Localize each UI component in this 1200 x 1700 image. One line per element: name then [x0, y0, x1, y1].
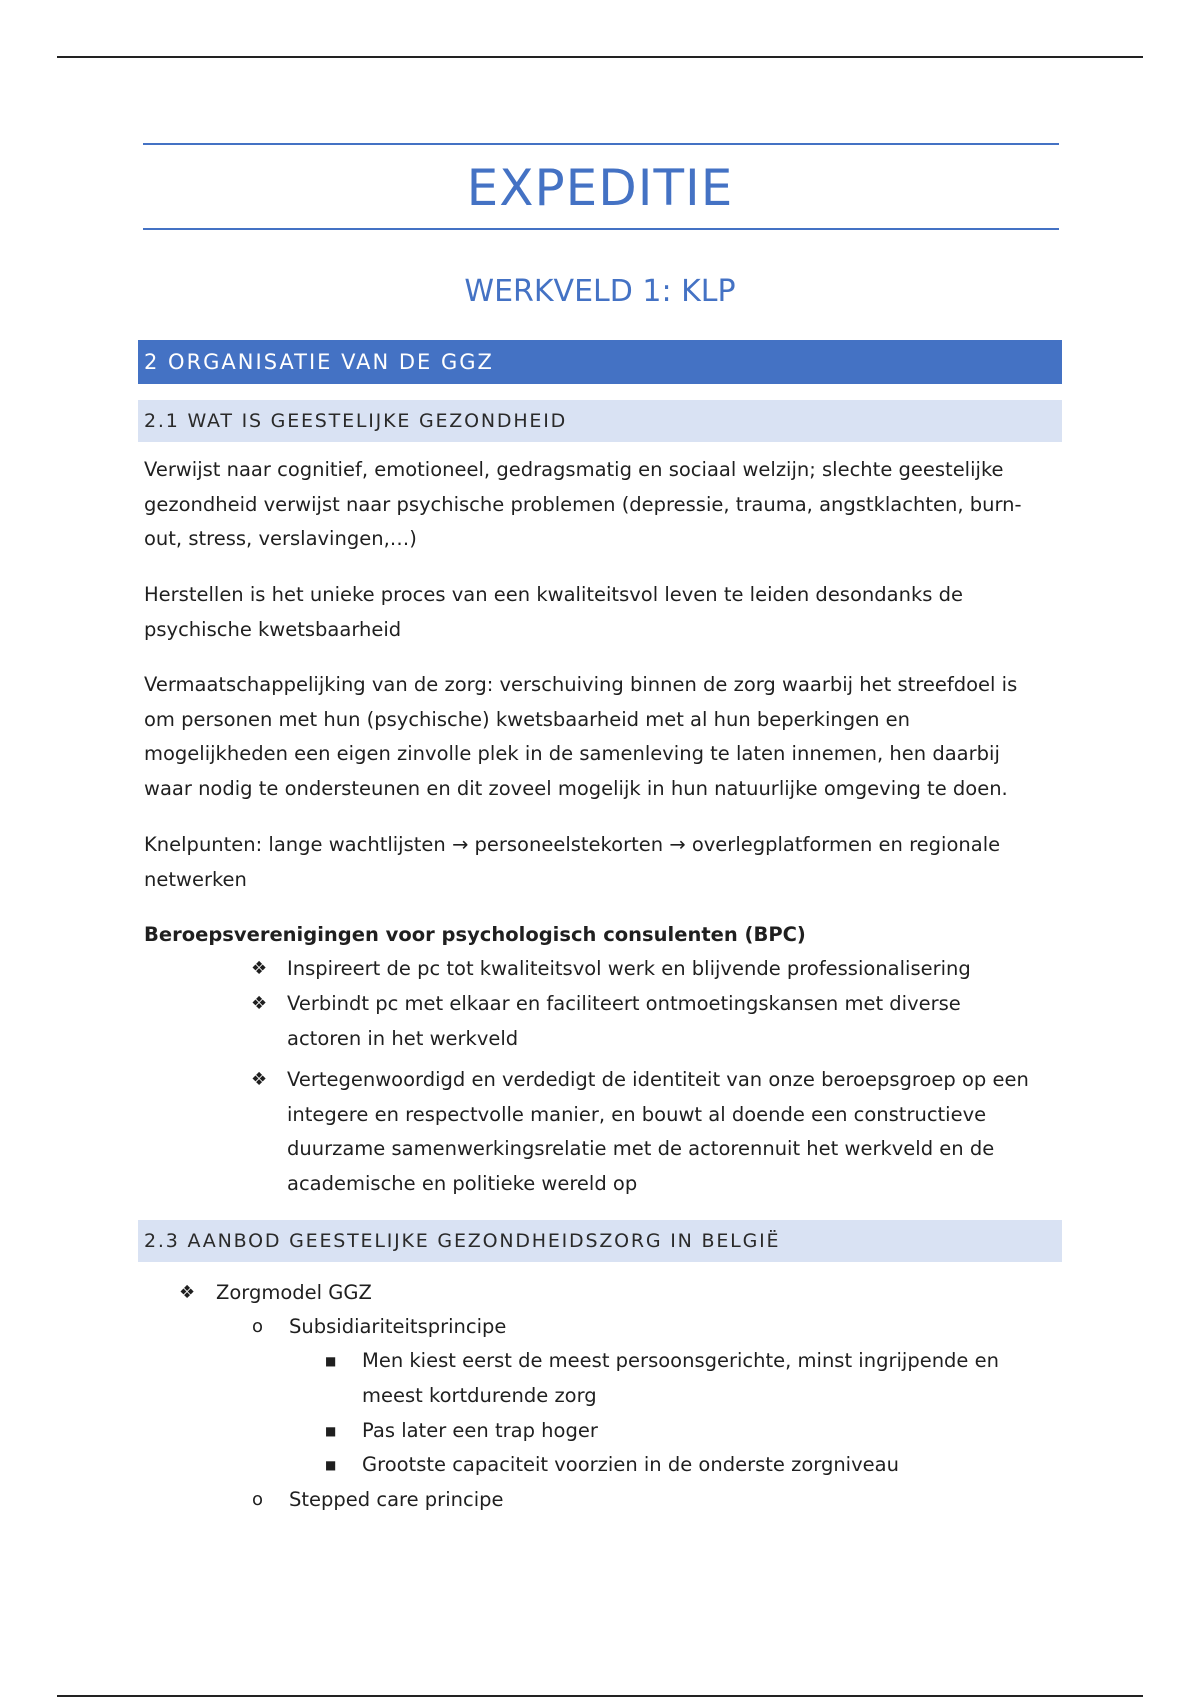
- subsidiariteit-item: Subsidiariteitsprincipe: [289, 1315, 507, 1338]
- circle-bullet-icon: o: [252, 1316, 264, 1337]
- page-top-rule: [57, 56, 1143, 58]
- section-heading: 2 ORGANISATIE VAN DE GGZ: [138, 340, 1062, 384]
- paragraph-definition: Verwijst naar cognitief, emotioneel, gedragsmatig en sociaal welzijn; slechte geestelijke gezondheid verwijst naar psychische problemen (depressie, trauma, angstklachten, burn-out, stress, verslavingen,…): [144, 458, 1022, 550]
- square-bullet-icon: ■: [325, 1458, 337, 1472]
- title-top-rule: [143, 143, 1059, 145]
- page-bottom-rule: [57, 1695, 1143, 1697]
- stepped-care-item: Stepped care principe: [289, 1488, 504, 1511]
- subsidiariteit-subitem: Men kiest eerst de meest persoonsgerichte, minst ingrijpende en meest kortdurende zorg: [362, 1349, 999, 1407]
- square-bullet-icon: ■: [325, 1354, 337, 1368]
- square-bullet-icon: ■: [325, 1424, 337, 1438]
- title-bottom-rule: [143, 228, 1059, 230]
- diamond-bullet-icon: ❖: [179, 1282, 196, 1303]
- document-subtitle: WERKVELD 1: KLP: [464, 274, 736, 309]
- bpc-item: Vertegenwoordigd en verdedigt de identiteit van onze beroepsgroep op een integere en respectvolle manier, en bouwt al doende een constructieve duurzame samenwerkingsrelatie met de actorennuit het werkveld en de academische en politieke wereld op: [287, 1068, 1029, 1195]
- subsidiariteit-subitem: Pas later een trap hoger: [362, 1419, 598, 1442]
- paragraph-vermaatschappelijking: Vermaatschappelijking van de zorg: verschuiving binnen de zorg waarbij het streefdoel is om personen met hun (psychische) kwetsbaarheid met al hun beperkingen en mogelijkheden een eigen zinvolle plek in de samenleving te laten innemen, hen daarbij waar nodig te ondersteunen en dit zoveel mogelijk in hun natuurlijke omgeving te doen.: [144, 673, 1018, 800]
- paragraph-knelpunten: Knelpunten: lange wachtlijsten → personeelstekorten → overlegplatformen en regionale netwerken: [144, 833, 1001, 891]
- bpc-heading: Beroepsverenigingen voor psychologisch consulenten (BPC): [144, 923, 806, 946]
- diamond-bullet-icon: ❖: [251, 958, 268, 979]
- diamond-bullet-icon: ❖: [251, 993, 268, 1014]
- subsidiariteit-subitem: Grootste capaciteit voorzien in de onderste zorgniveau: [362, 1453, 899, 1476]
- bpc-item: Inspireert de pc tot kwaliteitsvol werk en blijvende professionalisering: [287, 957, 971, 980]
- subsection-heading-2-1: 2.1 WAT IS GEESTELIJKE GEZONDHEID: [138, 400, 1062, 442]
- zorgmodel-item: Zorgmodel GGZ: [216, 1281, 372, 1304]
- subsection-heading-2-3: 2.3 AANBOD GEESTELIJKE GEZONDHEIDSZORG IN BELGIË: [138, 1220, 1062, 1262]
- document-title: EXPEDITIE: [466, 159, 734, 217]
- diamond-bullet-icon: ❖: [251, 1069, 268, 1090]
- bpc-item: Verbindt pc met elkaar en faciliteert ontmoetingskansen met diverse actoren in het werkveld: [287, 992, 961, 1050]
- paragraph-herstellen: Herstellen is het unieke proces van een kwaliteitsvol leven te leiden desondanks de psychische kwetsbaarheid: [144, 583, 963, 641]
- circle-bullet-icon: o: [252, 1489, 264, 1510]
